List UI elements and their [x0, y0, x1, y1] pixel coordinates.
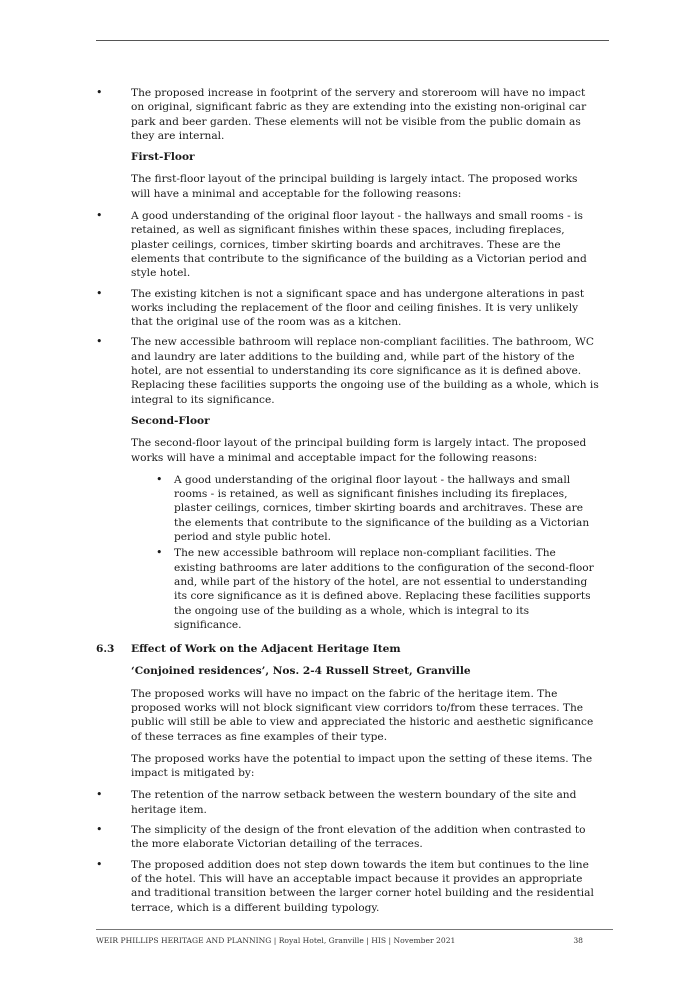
list-item: • The proposed addition does not step down towards the item but continues to the line of the hotel. This will have an acceptable impact because it provides an appropriate and traditional transition between the larger corner hotel building and the residential terrace, which is a different building typology.	[96, 858, 599, 915]
list-item: • The new accessible bathroom will replace non-compliant facilities. The bathroom, WC and laundry are later additions to the building and, while part of the history of the hotel, are not essential to understanding its core significance as it is defined above. Replacing these facilities supports the ongoing use of the building as a whole, which is integral to its significance.	[96, 335, 599, 406]
second-floor-bullets	[131, 473, 599, 632]
first-floor-bullets	[131, 209, 599, 407]
document-body	[96, 86, 599, 922]
page-number: 38	[573, 936, 583, 945]
section-number: 6.3	[96, 643, 115, 656]
bullet-list-servery	[131, 86, 599, 143]
list-item: • The retention of the narrow setback between the western boundary of the site and heritage item.	[96, 788, 599, 817]
second-floor-intro: The second-floor layout of the principal building form is largely intact. The proposed works will have a minimal and acceptable impact for the following reasons:	[131, 437, 587, 464]
page-footer	[96, 929, 613, 945]
header-rule	[96, 40, 609, 41]
first-floor-intro: The first-floor layout of the principal building is largely intact. The proposed works will have a minimal and acceptable for the following reasons:	[131, 173, 578, 200]
section-title: Effect of Work on the Adjacent Heritage Item	[131, 643, 401, 656]
footer-text: WEIR PHILLIPS HERITAGE AND PLANNING | Royal Hotel, Granville | HIS | November 2021	[96, 936, 456, 945]
second-floor-heading: Second-Floor	[131, 414, 210, 427]
list-item: • A good understanding of the original floor layout - the hallways and small rooms - is retained, as well as significant finishes including its fireplaces, plaster ceilings, cornices, timber skirting boards and architraves. These are the elements that contribute to the significance of the building as a Victorian period and style public hotel.	[131, 473, 599, 544]
first-floor-heading: First-Floor	[131, 151, 195, 164]
list-item: • The new accessible bathroom will replace non-compliant facilities. The existing bathrooms are later additions to the configuration of the second-floor and, while part of the history of the hotel, are not essential to understanding its core significance as it is defined above. Replacing these facilities supports the ongoing use of the building as a whole, which is integral to its significance.	[131, 546, 599, 632]
heritage-item-subheading: ‘Conjoined residences’, Nos. 2-4 Russell Street, Granville	[131, 665, 471, 678]
list-item: • The simplicity of the design of the front elevation of the addition when contrasted to the more elaborate Victorian detailing of the terraces.	[96, 823, 599, 852]
list-item: • A good understanding of the original floor layout - the hallways and small rooms - is retained, as well as significant finishes within these spaces, including fireplaces, plaster ceilings, cornices, timber skirting boards and architraves. These are the elements that contribute to the significance of the building as a Victorian period and style hotel.	[96, 209, 599, 280]
list-item: • The existing kitchen is not a significant space and has undergone alterations in past works including the replacement of the floor and ceiling finishes. It is very unlikely that the original use of the room was as a kitchen.	[96, 287, 599, 330]
mitigation-bullets	[131, 788, 599, 914]
section-heading	[96, 642, 599, 656]
paragraph-setting-impact: The proposed works have the potential to impact upon the setting of these items. The impact is mitigated by:	[131, 752, 593, 780]
list-item: • The proposed increase in footprint of the servery and storeroom will have no impact on original, significant fabric as they are extending into the existing non-original car park and beer garden. These elements will not be visible from the public domain as they are internal.	[96, 86, 599, 143]
paragraph-no-impact: The proposed works will have no impact on the fabric of the heritage item. The proposed works will not block significant view corridors to/from these terraces. The public will still be able to view and appreciated the historic and aesthetic significance of these terraces as fine examples of their type.	[131, 687, 594, 743]
